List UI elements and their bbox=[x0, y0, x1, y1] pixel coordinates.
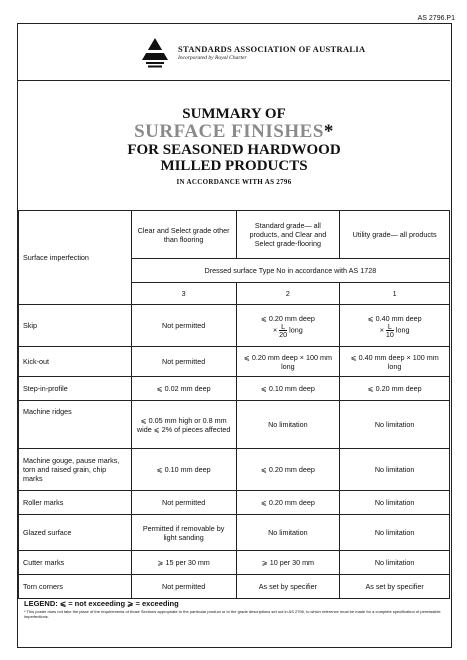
title-surface-finishes: SURFACE FINISHES bbox=[134, 121, 324, 142]
cell-type2: ⩾ 10 per 30 mm bbox=[236, 551, 340, 575]
cell-type1 bbox=[340, 305, 450, 347]
row-label: Machine ridges bbox=[19, 401, 132, 449]
cell-type3: ⩾ 15 per 30 mm bbox=[131, 551, 236, 575]
cell-type3: Permitted if removable by light sanding bbox=[131, 515, 236, 551]
length-suffix: long bbox=[289, 324, 303, 334]
title-line-2 bbox=[18, 122, 450, 142]
table-row bbox=[19, 401, 450, 449]
table-row bbox=[19, 551, 450, 575]
footnote: * This poster does not take the place of the requirements of those Sections appropriate to the particular product or to the grade descriptions set out in AS 2796, to which reference must be made for a complete specification of permissible imperfections. bbox=[24, 609, 441, 619]
cell-depth: ⩽ 0.20 mm deep bbox=[260, 313, 315, 323]
legend: LEGEND: ⩽ = not exceeding ⩾ = exceeding bbox=[24, 599, 179, 608]
title-line-3: FOR SEASONED HARDWOOD bbox=[127, 142, 341, 158]
document-code: AS 2796.P1 bbox=[417, 15, 455, 22]
row-label: Kick-out bbox=[19, 347, 132, 377]
type-number: 1 bbox=[340, 283, 450, 305]
type-number: 3 bbox=[131, 283, 236, 305]
col-header-type2: Standard grade— all products, and Clear and Select grade-flooring bbox=[236, 211, 340, 259]
cell-type3: ⩽ 0.05 mm high or 0.8 mm wide ⩽ 2% of pieces affected bbox=[131, 401, 236, 449]
cell-type2: ⩽ 0.20 mm deep bbox=[236, 449, 340, 491]
cell-type2: ⩽ 0.20 mm deep × 100 mm long bbox=[236, 347, 340, 377]
cell-type1: No limitation bbox=[340, 401, 450, 449]
cell-type3: ⩽ 0.10 mm deep bbox=[131, 449, 236, 491]
times-symbol: × bbox=[379, 324, 384, 334]
row-label: Glazed surface bbox=[19, 515, 132, 551]
association-logo-icon bbox=[142, 38, 168, 68]
cell-type1: ⩽ 0.40 mm deep × 100 mm long bbox=[340, 347, 450, 377]
title-line-1: SUMMARY OF bbox=[182, 106, 286, 122]
cell-type2 bbox=[236, 305, 340, 347]
cell-type1: As set by specifier bbox=[340, 575, 450, 599]
cell-type2: No limitation bbox=[236, 515, 340, 551]
poster-frame bbox=[17, 23, 452, 648]
cell-type1: No limitation bbox=[340, 449, 450, 491]
title-block bbox=[18, 106, 450, 188]
org-name: STANDARDS ASSOCIATION OF AUSTRALIA bbox=[178, 44, 366, 54]
surface-imperfection-header: Surface imperfection bbox=[19, 211, 132, 305]
cell-type1: No limitation bbox=[340, 515, 450, 551]
table-row bbox=[19, 305, 450, 347]
row-label: Machine gouge, pause marks, torn and raised grain, chip marks bbox=[19, 449, 132, 491]
row-label: Step-in-profile bbox=[19, 377, 132, 401]
row-label: Torn corners bbox=[19, 575, 132, 599]
table-row bbox=[19, 449, 450, 491]
header bbox=[18, 24, 450, 81]
org-charter: Incorporated by Royal Charter bbox=[178, 55, 247, 61]
table-row bbox=[19, 575, 450, 599]
cell-type2: No limitation bbox=[236, 401, 340, 449]
title-line-4: MILLED PRODUCTS bbox=[160, 158, 308, 174]
cell-type3: Not permitted bbox=[131, 491, 236, 515]
fraction bbox=[279, 323, 287, 338]
col-header-type1: Utility grade— all products bbox=[340, 211, 450, 259]
length-suffix: long bbox=[395, 324, 410, 334]
fraction bbox=[386, 323, 394, 338]
row-label: Skip bbox=[19, 305, 132, 347]
cell-depth: ⩽ 0.40 mm deep bbox=[367, 313, 422, 323]
title-asterisk: * bbox=[323, 121, 334, 142]
cell-type1: No limitation bbox=[340, 551, 450, 575]
table-row bbox=[19, 347, 450, 377]
row-label: Roller marks bbox=[19, 491, 132, 515]
type-number: 2 bbox=[236, 283, 340, 305]
table-row bbox=[19, 515, 450, 551]
col-header-type3: Clear and Select grade other than flooring bbox=[131, 211, 236, 259]
table-row bbox=[19, 377, 450, 401]
cell-type1: ⩽ 0.20 mm deep bbox=[340, 377, 450, 401]
cell-type3: Not permitted bbox=[131, 347, 236, 377]
cell-type2: ⩽ 0.10 mm deep bbox=[236, 377, 340, 401]
fraction-numerator: L bbox=[387, 321, 392, 331]
fraction-denominator: 20 bbox=[279, 329, 288, 339]
cell-type1: No limitation bbox=[340, 491, 450, 515]
title-line-5: IN ACCORDANCE WITH AS 2796 bbox=[176, 178, 292, 186]
cell-type3: ⩽ 0.02 mm deep bbox=[131, 377, 236, 401]
row-label: Cutter marks bbox=[19, 551, 132, 575]
dressed-surface-header: Dressed surface Type No in accordance with AS 1728 bbox=[131, 259, 449, 283]
cell-type2: ⩽ 0.20 mm deep bbox=[236, 491, 340, 515]
cell-type3: Not permitted bbox=[131, 305, 236, 347]
cell-length bbox=[241, 323, 336, 338]
cell-type3: Not permitted bbox=[131, 575, 236, 599]
cell-type2: As set by specifier bbox=[236, 575, 340, 599]
times-symbol: × bbox=[272, 324, 278, 334]
finishes-table bbox=[18, 210, 450, 599]
fraction-denominator: 10 bbox=[385, 329, 394, 339]
cell-length bbox=[344, 323, 445, 338]
table-row bbox=[19, 491, 450, 515]
fraction-numerator: L bbox=[281, 321, 286, 331]
